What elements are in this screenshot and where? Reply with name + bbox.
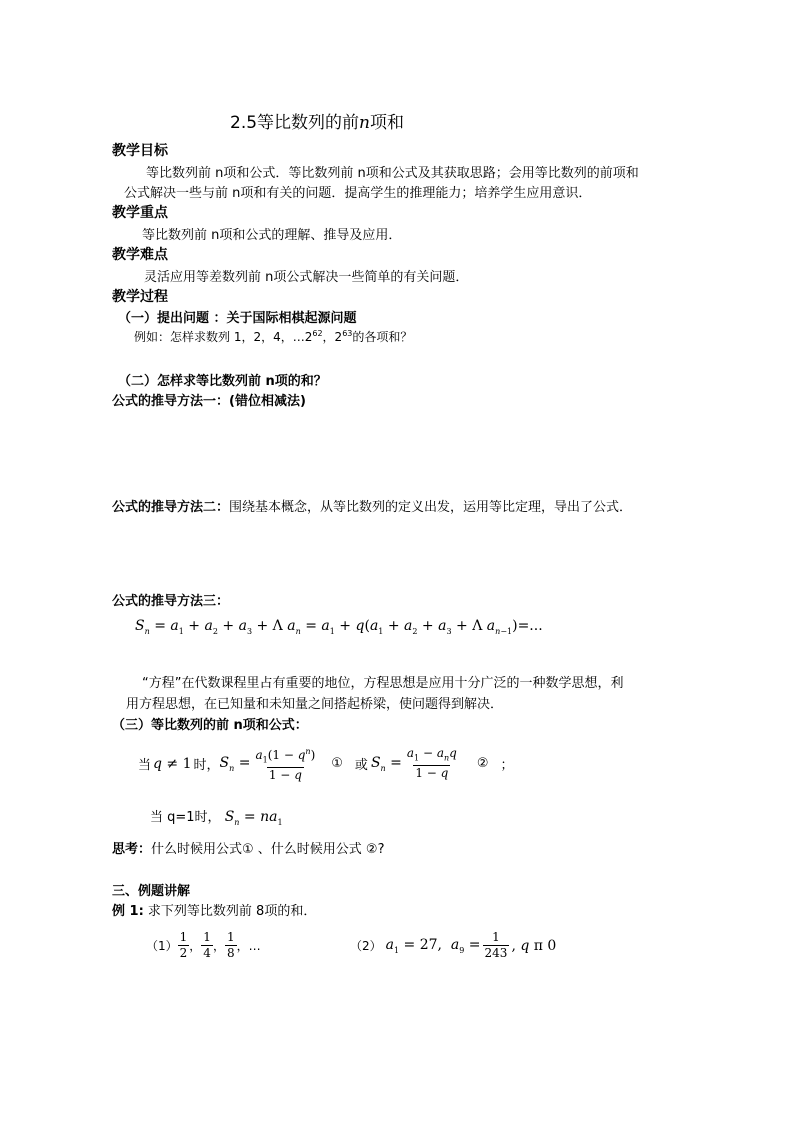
part1-heading: （一）提出问题 ：关于国际相棋起源问题	[118, 311, 357, 326]
key-point-heading: 教学重点	[112, 205, 168, 221]
method1-label: 公式的推导方法一：(错位相减法)	[112, 394, 306, 409]
equation-paragraph-line-2: 用方程思想，在已知量和未知量之间搭起桥梁，使问题得到解决．	[126, 697, 504, 712]
difficulty-text: 灵活应用等差数列前 n项公式解决一些简单的有关问题．	[144, 270, 469, 285]
equation-paragraph-line-1: “方程”在代数课程里占有重要的地位，方程思想是应用十分广泛的一种数学思想，利	[142, 676, 624, 691]
example-1-line: 例 1: 求下列等比数列前 8项的和．	[112, 904, 317, 919]
method2-line: 公式的推导方法二：围绕基本概念，从等比数列的定义出发，运用等比定理，导出了公式．	[112, 500, 633, 515]
objective-line-1: 等比数列前 n项和公式．等比数列前 n项和公式及其获取思路；会用等比数列的前项和	[146, 166, 639, 181]
method3-label: 公式的推导方法三：	[112, 594, 230, 609]
formula-2-fraction: $\frac{a_1 - a_nq}{1 - q}$	[406, 746, 457, 781]
page-title: 2.5等比数列的前n项和	[230, 113, 404, 133]
difficulty-heading: 教学难点	[112, 247, 168, 263]
objective-line-2: 公式解决一些与前 n项和有关的问题．提高学生的推理能力；培养学生应用意识．	[124, 186, 592, 201]
part3-heading: （三）等比数列的前 n项和公式：	[112, 718, 308, 733]
part1-example: 例如：怎样求数列 1，2，4，$\dots 2^{62}$，$2^{63}$的各项和？	[134, 329, 413, 344]
part2-heading: （二）怎样求等比数列前 n项的和？	[118, 374, 327, 389]
circle-2: ②	[476, 756, 489, 772]
examples-heading: 三、例题讲解	[112, 884, 191, 899]
formula-q-not-1: 当 q ≠ 1 时， $S_n$ = $\frac{a_1(1 - q^n)}{1 - q}$ ① 或 $S_n$ = $\frac{a_1 - a_nq}{1 - q}$ ② ；	[138, 746, 514, 783]
sum-equation: $S_n = a_1 + a_2 + a_3 + \Lambda$ $a_n = a_1 + q(a_1 + a_2 + a_3 + \Lambda$ $a_{n-1})=$...	[135, 618, 543, 636]
objective-heading: 教学目标	[112, 143, 168, 159]
think-line: 思考：什么时候用公式① 、什么时候用公式 ②?	[112, 842, 385, 857]
key-point-text: 等比数列前 n项和公式的理解、推导及应用．	[142, 228, 402, 243]
formula-1-fraction: $\frac{a_1(1 - q^n)}{1 - q}$	[255, 747, 316, 783]
process-heading: 教学过程	[112, 289, 168, 305]
example-1-sub-1: （1） $\frac{1}{2}$ ， $\frac{1}{4}$ ， $\frac{1}{8}$ ，…	[146, 930, 261, 960]
example-1-sub-2: （2） $a_1 = 27$, $a_9$ = $\frac{1}{243}$ , q π 0	[350, 930, 557, 960]
formula-q-equals-1: 当 q=1时， $S_n = na_1$	[150, 809, 283, 827]
circle-1: ①	[331, 756, 343, 772]
